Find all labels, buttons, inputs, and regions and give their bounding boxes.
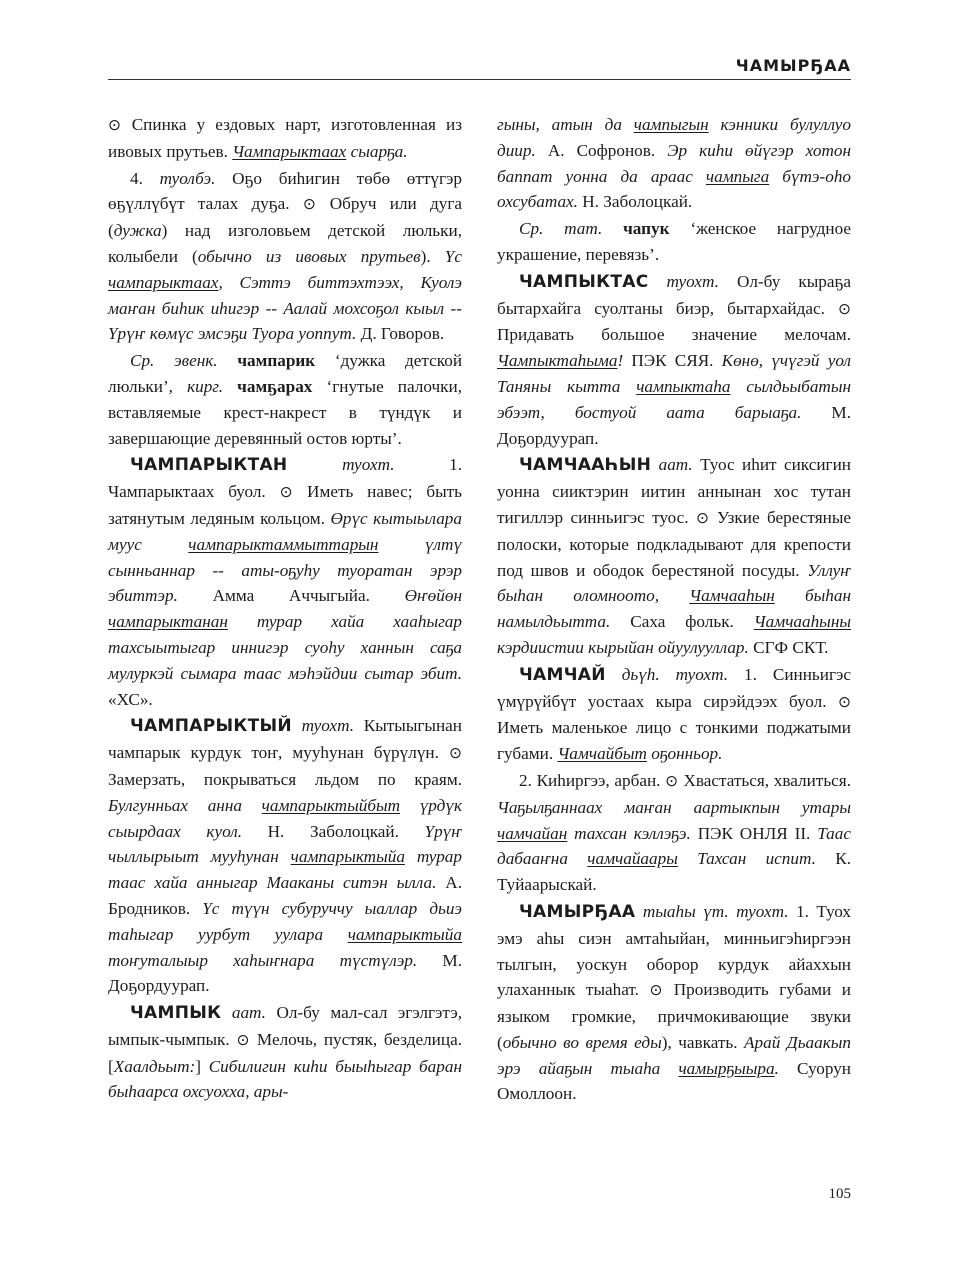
entry-paragraph [497, 768, 851, 898]
cognate-word: чамҕарах [237, 376, 313, 396]
text-run: турар хайа хааһыгар тахсыытыгар иннигэр суоһу ханнын саҕа мулуркэй сымара таас мэһэйдии сытар эбит. [108, 612, 462, 683]
entry-paragraph [497, 452, 851, 660]
text-run: 1. Туох эмэ аһы сиэн амтаһыйан, минньигэһиргээн тылгын, уоскун оборор курдук айаххын улаханнык тыаһат. [497, 901, 852, 1000]
text-run: Уллуҥ быһан оломноото, [497, 560, 851, 606]
text-run: Обруч или дуга ( [108, 194, 463, 241]
entry-paragraph [497, 899, 851, 1107]
text-run [651, 455, 658, 474]
text-run: туохт. [301, 716, 355, 736]
text-run: дужка [113, 221, 162, 241]
entry-paragraph [497, 216, 851, 268]
example-keyword: чампарыктаммыттарын [188, 534, 379, 554]
text-run: Суорун Омоллоон. [497, 1058, 851, 1104]
text-run: Узкие берестяные полоски, которые подкладывают для крепости под швов и ободок берестяной посуды. [497, 507, 851, 580]
text-run: кэнники булуллуо диир. [497, 115, 851, 160]
text-run: Производить губами и языком громкие, причмокивающие звуки ( [497, 980, 851, 1052]
text-run: тыаһы үт. туохт. [642, 901, 789, 921]
sense-marker: ⊙ [665, 771, 684, 790]
text-run [635, 902, 642, 921]
text-run: Спинка у ездовых нарт, изготовленная из ивовых прутьев. [108, 115, 463, 161]
entry-paragraph [108, 166, 462, 348]
text-run: «ХС». [108, 689, 153, 709]
text-run: Хаалдьыт: [113, 1056, 196, 1076]
text-run: ПЭК СЯЯ. [623, 351, 722, 371]
example-keyword: чамырҕыыра [678, 1058, 775, 1078]
text-run: Өҥөйөн [404, 586, 462, 606]
text-run: Хвастаться, хвалиться. [683, 770, 851, 790]
text-run: тахсан кэллэҕэ. [567, 823, 691, 843]
text-run: М. Доҕордуурап. [497, 402, 851, 448]
text-run: үрдүк сыырдаах куол. [108, 795, 463, 841]
text-run: Үрүҥ чыллырыыт мууһунан [108, 821, 462, 867]
example-keyword: Чампыктаһыма [497, 351, 618, 371]
text-run: . [774, 1058, 779, 1078]
text-run: бүтэ-оһо охсубатах. [497, 166, 852, 212]
text-run: Саха фольк. [610, 612, 754, 632]
text-run: Д. Говоров. [356, 324, 445, 344]
text-run: Ср. [130, 351, 155, 371]
text-run: кэрдиистии кырыйан ойуулууллар. [497, 637, 749, 657]
text-run [218, 351, 238, 370]
example-keyword: Чамчааһыны [753, 612, 851, 632]
text-run: ‘женское нагрудное украшение, перевязь’. [497, 219, 852, 264]
text-run: ПЭК ОНЛЯ II. [690, 823, 818, 843]
text-run: оҕонньор. [646, 744, 723, 764]
sense-marker: ⊙ [838, 299, 851, 318]
text-run: Придавать большое значение мелочам. [497, 325, 851, 345]
text-run [154, 351, 174, 370]
text-run: Н. Заболоцкай. [577, 192, 693, 212]
example-keyword: Чамчайбыт [557, 744, 647, 764]
text-run: 1. Синньигэс үмүрүйбүт уостаах кыра сирэйдээх буол. [497, 664, 852, 711]
text-run: Өрүс кытыылара муус [108, 508, 462, 554]
text-run: үлтү сынньаннар -- аты-оҕуһу туоратан эрэр эбиттэр. [108, 534, 462, 606]
text-run: обычно из ивовых прутьев [197, 246, 421, 266]
headword: ЧАМЫРҔАА [519, 901, 636, 922]
text-run: тат. [564, 219, 603, 239]
text-run: ‘дужка детской люльки’, [108, 351, 463, 396]
text-run: туолбэ. [159, 168, 216, 188]
text-run: дьүһ. туохт. [621, 664, 729, 684]
text-run: Ол-бу мал-сал эгэлгэтэ, ымпык-чымпык. [108, 1003, 462, 1049]
text-run: эвенк. [174, 351, 218, 371]
page-number: 105 [828, 1186, 851, 1202]
entry-paragraph [108, 713, 462, 999]
text-run: Иметь навес; быть затянутым ледяным кольцом. [108, 482, 462, 528]
text-run: гыны, атын да [497, 115, 634, 134]
text-run: туохт. [342, 455, 395, 475]
text-run: ! [617, 351, 624, 371]
text-run: Үс [444, 246, 462, 266]
text-run: Замерзать, покрываться льдом по краям. [108, 769, 462, 789]
entry-paragraph [108, 112, 462, 165]
headword: ЧАМЧААҺЫН [519, 455, 652, 476]
sense-marker: ⊙ [449, 744, 462, 763]
text-run [602, 219, 623, 238]
text-run: Арай Дьаакып эрэ айаҕын тыаһа [497, 1032, 851, 1078]
text-run: обычно во время еды [502, 1032, 662, 1052]
text-run: туохт. [666, 271, 719, 291]
example-keyword: чампарыктыйа [347, 924, 462, 944]
entry-paragraph [497, 112, 851, 215]
example-keyword: Чампарыктаах [232, 141, 347, 161]
text-run: сыарҕа. [346, 141, 408, 161]
text-run: ). [420, 246, 445, 266]
cognate-word: чампарик [237, 351, 316, 371]
running-head: ЧАМЫРҔАА [735, 56, 851, 75]
example-keyword: чампыктаһа [636, 376, 731, 396]
entry-paragraph [497, 662, 851, 767]
text-run: СГФ СКТ. [748, 637, 829, 657]
text-run: Чаҕылҕаннаах маҥан аартыкпын утары [497, 797, 851, 817]
text-run: Мелочь, пустяк, безделица. [ [108, 1029, 462, 1076]
text-run: К. Туйаарыскай. [497, 849, 852, 895]
text-run: Үс түүн субуруччу ыаллар дьиэ таһыгар уурбут уулара [108, 898, 463, 944]
headword: ЧАМПЫК [130, 1003, 222, 1024]
text-run: сылдьыбатын эбээт, бостуой аата барыаҕа. [497, 376, 851, 422]
text-run: 1. Чампарыктаах буол. [108, 455, 463, 502]
text-run: Н. Заболоцкай. [242, 821, 425, 841]
sense-marker: ⊙ [108, 116, 132, 134]
text-run: кирг. [187, 376, 224, 396]
example-keyword: чампарыктыйа [290, 847, 405, 867]
headword: ЧАМПЫКТАС [519, 271, 649, 292]
text-run: Сибилигин киһи быыһыгар баран быһаарса охсуохха, ары- [108, 1056, 462, 1102]
sense-marker: ⊙ [302, 195, 330, 214]
text-run: Иметь маленькое лицо с тонкими поджатыми губами. [497, 718, 851, 764]
text-run: турар таас хайа анныгар Мааканы ситэн ылла. [108, 847, 462, 893]
text-run: 2. Киһиргээ, арбан. [519, 770, 666, 790]
headword: ЧАМПАРЫКТЫЙ [130, 716, 292, 737]
text-run: Кытыыгынан чампарык курдук тоҥ, мууһунан бүрүлүн. [108, 716, 462, 763]
text-run: тоҥуталыыр хаһыҥнара түстүлэр. [108, 950, 418, 970]
text-run [287, 455, 342, 474]
text-run: Көнө, үчүгэй уол Таняны кытта [497, 351, 851, 396]
right-column [497, 112, 851, 1108]
sense-marker: ⊙ [279, 483, 308, 502]
text-run [606, 665, 622, 684]
text-run: Эр киһи өйүгэр хотон баппат уонна да араас [497, 140, 852, 186]
text-run: Ср. [519, 219, 544, 239]
example-keyword: чампыга [705, 166, 770, 186]
example-keyword: чампыгын [633, 115, 709, 134]
sense-marker: ⊙ [236, 1030, 257, 1049]
entry-paragraph [108, 348, 462, 451]
sense-marker: ⊙ [838, 692, 851, 711]
text-run: А. Софронов. [535, 140, 668, 160]
cognate-word: чапук [623, 219, 670, 239]
text-run [223, 377, 237, 396]
text-run: Ол-бу кыраҕа бытархайга суолтаны биэр, бытархайдас. [497, 271, 851, 318]
text-run: Тахсан испит. [677, 849, 816, 869]
example-keyword: чампарыктанан [108, 612, 228, 632]
example-keyword: чампарыктаах [108, 272, 219, 292]
text-run: аат. [231, 1003, 266, 1023]
example-keyword: чампарыктыйбыт [261, 795, 401, 815]
text-run: Амма Аччыгыйа. [177, 586, 405, 606]
text-run: , Сэттэ биттэхтээх, Куолэ маҥан биһик иһигэр -- Аалай мохсоҕол кыыл -- Үрүҥ көмүс эмсэҕи Туора уоппут. [108, 272, 462, 344]
sense-marker: ⊙ [695, 508, 717, 527]
text-run: М. Доҕордуурап. [108, 950, 462, 996]
entry-paragraph [497, 269, 851, 452]
text-run: ) над изголовьем детской люльки, колыбели ( [108, 221, 462, 266]
text-run [221, 1003, 232, 1022]
text-run: ] [195, 1056, 209, 1076]
text-run: быһан намылдьытта. [497, 586, 852, 632]
entry-paragraph [108, 1000, 462, 1105]
text-run: ), чавкать. [661, 1032, 745, 1052]
header-rule [108, 79, 851, 80]
text-run [292, 716, 302, 735]
sense-marker: ⊙ [649, 981, 674, 1000]
headword: ЧАМПАРЫКТАН [130, 455, 288, 476]
left-column [108, 112, 462, 1106]
text-run: 4. [130, 168, 160, 188]
text-run [648, 272, 666, 291]
entry-paragraph [108, 452, 462, 712]
text-run: Булгунньах анна [108, 795, 262, 815]
example-keyword: чамчайаары [587, 849, 678, 869]
text-run: ‘гнутые палочки, вставляемые крест-накрест в түндүк и завершающие деревянный остов юрты’. [108, 376, 462, 448]
text-run [543, 219, 564, 238]
text-run: Туос иһит сиксигин уонна сииктэрин иитин аннынан хос тутан тигиллэр синньигэс туос. [497, 455, 851, 527]
text-run: Таас дабааҥна [497, 823, 852, 869]
text-run: аат. [658, 455, 693, 475]
example-keyword: чамчайан [497, 823, 568, 843]
text-run: А. Бродников. [108, 873, 462, 918]
example-keyword: Чамчааһын [689, 586, 775, 606]
text-run: Оҕо биһигин төбө өттүгэр өҕүллүбүт талах дуҕа. [108, 168, 463, 214]
headword: ЧАМЧАЙ [519, 664, 606, 685]
